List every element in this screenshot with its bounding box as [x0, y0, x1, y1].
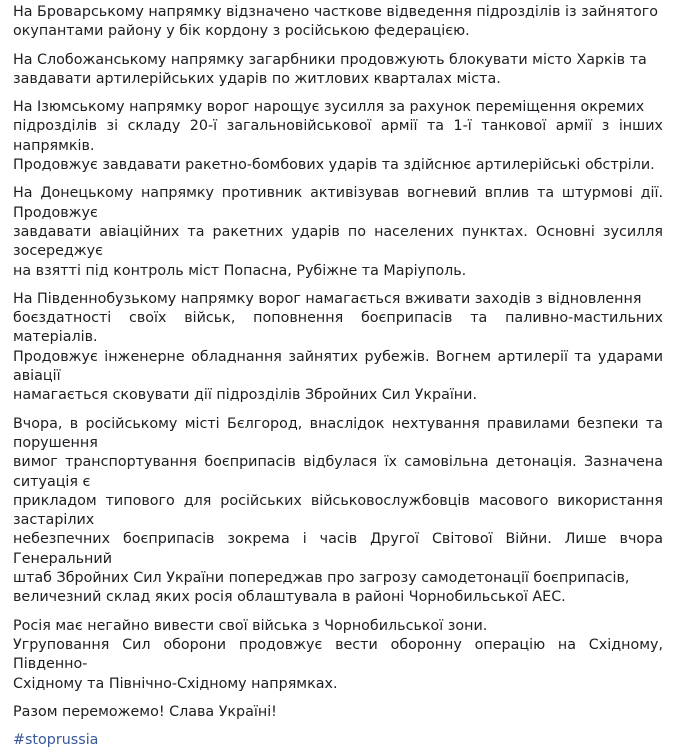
post-paragraph-brovary: На Броварському напрямку відзначено часткове відведення підрозділів із зайнятого окупантами району у бік кордону з російською федерацією. [13, 4, 659, 40]
post-paragraph-donetsk: На Донецькому напрямку противник активізував вогневий вплив та штурмові дії. Продовжує завдавати авіаційних та ракетних ударів по населених пунктах. Основні зусилля зосереджує на взятті під контроль міст Попасна, Рубіжне та Маріуполь. [13, 185, 663, 279]
post-paragraph-chornobyl: Росія має негайно вивести свої війська з Чорнобильської зони. Угруповання Сил оборони продовжує вести оборонну операцію на Східному, Південно- Східному та Північно-Східному напрямках. [13, 617, 663, 692]
post-paragraph-closing: Разом переможемо! Слава Україні! [13, 703, 277, 720]
post-paragraph-slobozhansky: На Слобожанському напрямку загарбники продовжують блокувати місто Харків та завдавати артилерійських ударів по житлових кварталах міста. [13, 51, 647, 87]
post-paragraph-pivdennobuzky: На Південнобузькому напрямку ворог намагається вживати заходів з відновлення боєздатності своїх військ, поповнення боєприпасів та паливно-мастильних матеріалів. Продовжує інженерне обладнання зайнятих рубежів. Вогнем артилерії та ударами авіації намагається сковувати дії підрозділів Збройних Сил України. [13, 290, 663, 404]
post-paragraph-belgorod: Вчора, в російському місті Бєлгород, внаслідок нехтування правилами безпеки та порушення вимог транспортування боєприпасів відбулася їх самовільна детонація. Зазначена ситуація є прикладом типового для російських військовослужбовців масового використання застарілих небезпечних боєприпасів зокрема і часів Другої Світової Війни. Лише вчора Генеральний штаб Збройних Сил України попереджав про загрозу самодетонації боєприпасів, величезний склад яких росія облаштувала в районі Чорнобильської АЕС. [13, 415, 663, 606]
hashtag-link[interactable]: #stoprussia [13, 732, 99, 749]
post-paragraph-izium: На Ізюмському напрямку ворог нарощує зусилля за рахунок переміщення окремих підрозділів зі складу 20-ї загальновійськової армії та 1-ї танкової армії з інших напрямків. Продовжує завдавати ракетно-бомбових ударів та здійснює артилерійські обстріли. [13, 99, 663, 174]
post-body [13, 3, 663, 750]
